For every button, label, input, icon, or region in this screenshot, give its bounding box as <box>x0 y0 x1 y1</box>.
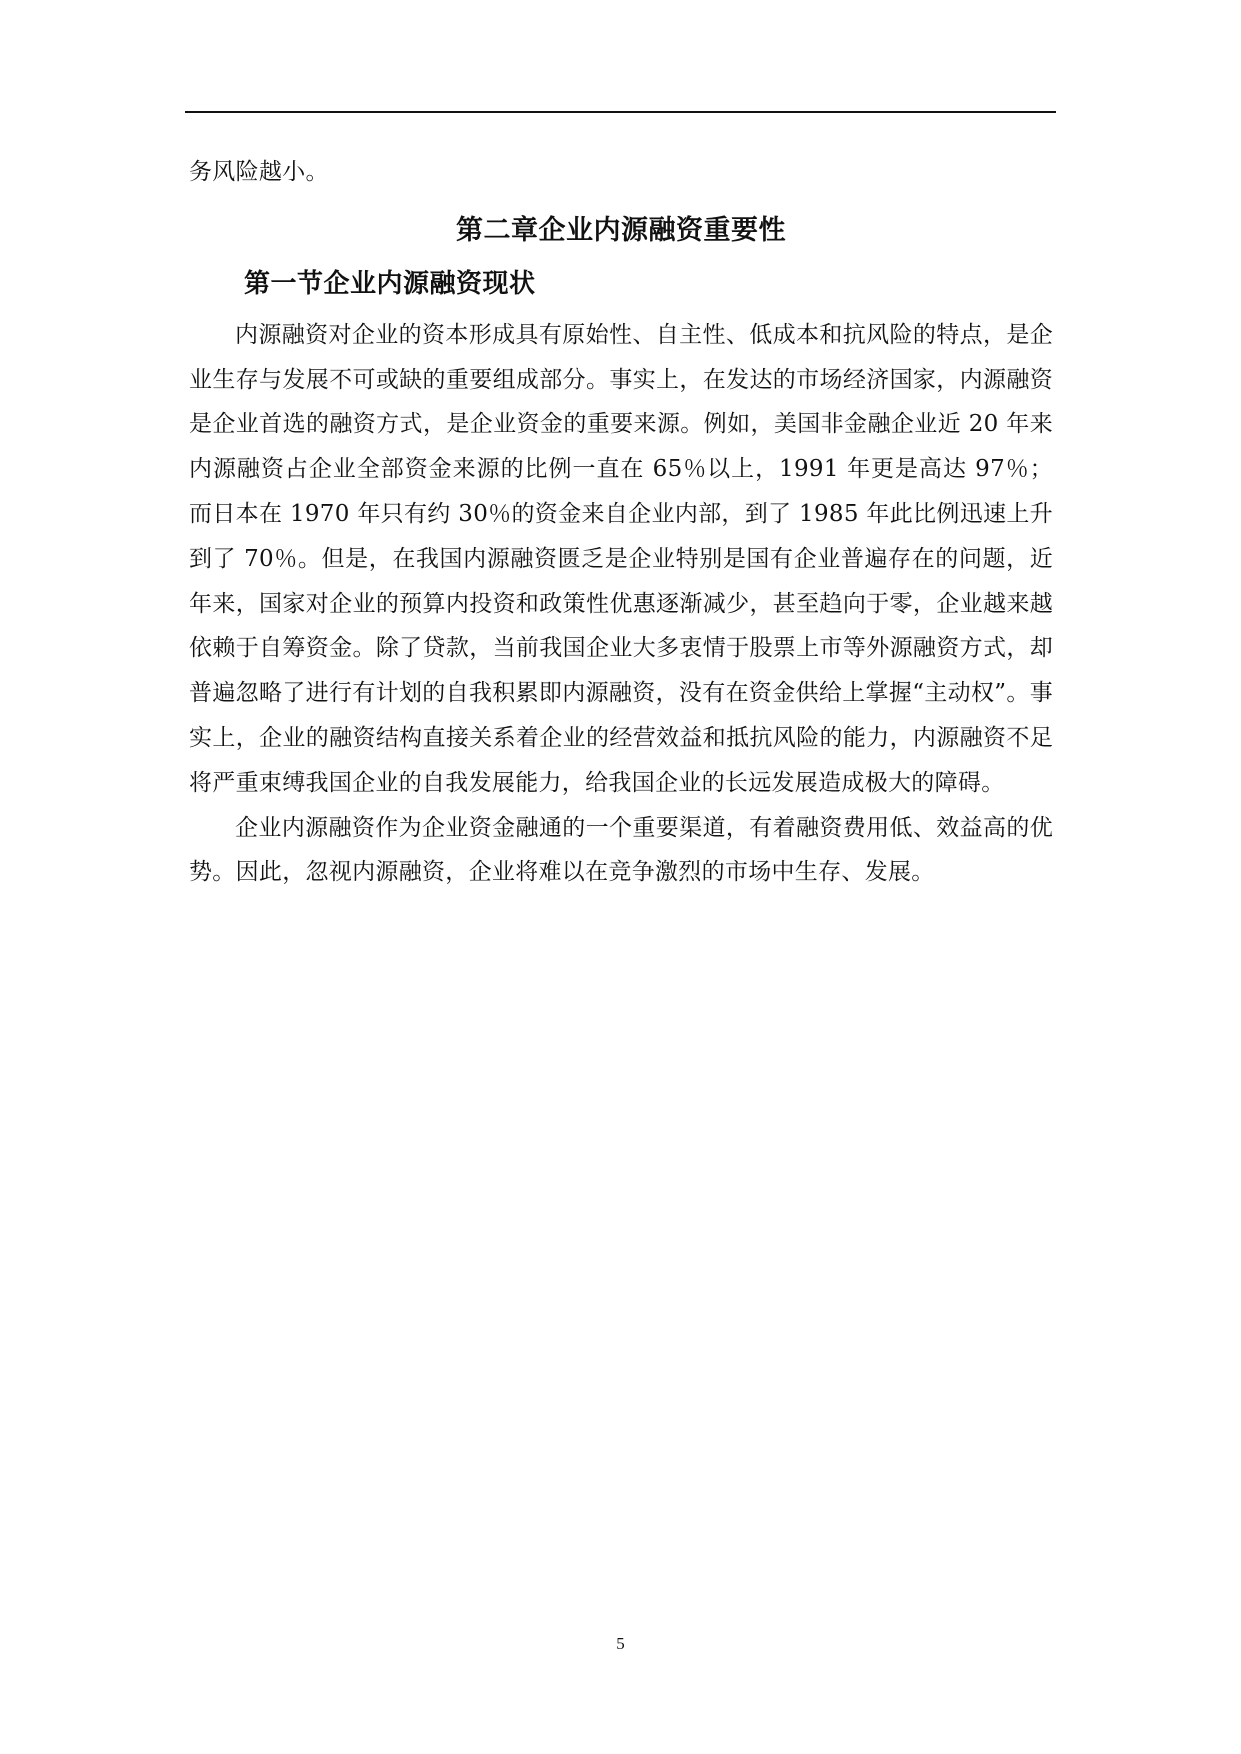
header-rule <box>185 111 1056 113</box>
body-paragraph-2: 企业内源融资作为企业资金融通的一个重要渠道，有着融资费用低、效益高的优势。因此，忽视内源融资，企业将难以在竞争激烈的市场中生存、发展。 <box>189 814 1053 886</box>
section-title: 第一节企业内源融资现状 <box>244 268 536 299</box>
page-number: 5 <box>616 1634 625 1653</box>
chapter-title: 第二章企业内源融资重要性 <box>456 214 786 246</box>
body-paragraph-1: 内源融资对企业的资本形成具有原始性、自主性、低成本和抗风险的特点，是企业生存与发展不可或缺的重要组成部分。事实上，在发达的市场经济国家，内源融资是企业首选的融资方式，是企业资金的重要来源。例如，美国非金融企业近 20 年来内源融资占企业全部资金来源的比例一直在 65％以上，1991 年更是高达 97％；而日本在 1970 年只有约 30％的资金来自企业内部，到了 1985 年此比例迅速上升到了 70％。但是，在我国内源融资匮乏是企业特别是国有企业普遍存在的问题，近年来，国家对企业的预算内投资和政策性优惠逐渐减少，甚至趋向于零，企业越来越依赖于自筹资金。除了贷款，当前我国企业大多衷情于股票上市等外源融资方式，却普遍忽略了进行有计划的自我积累即内源融资，没有在资金供给上掌握“主动权”。事实上，企业的融资结构直接关系着企业的经营效益和抵抗风险的能力，内源融资不足将严重束缚我国企业的自我发展能力，给我国企业的长远发展造成极大的障碍。 <box>189 321 1053 796</box>
page-content <box>189 150 1053 895</box>
continued-paragraph: 务风险越小。 <box>189 159 329 185</box>
